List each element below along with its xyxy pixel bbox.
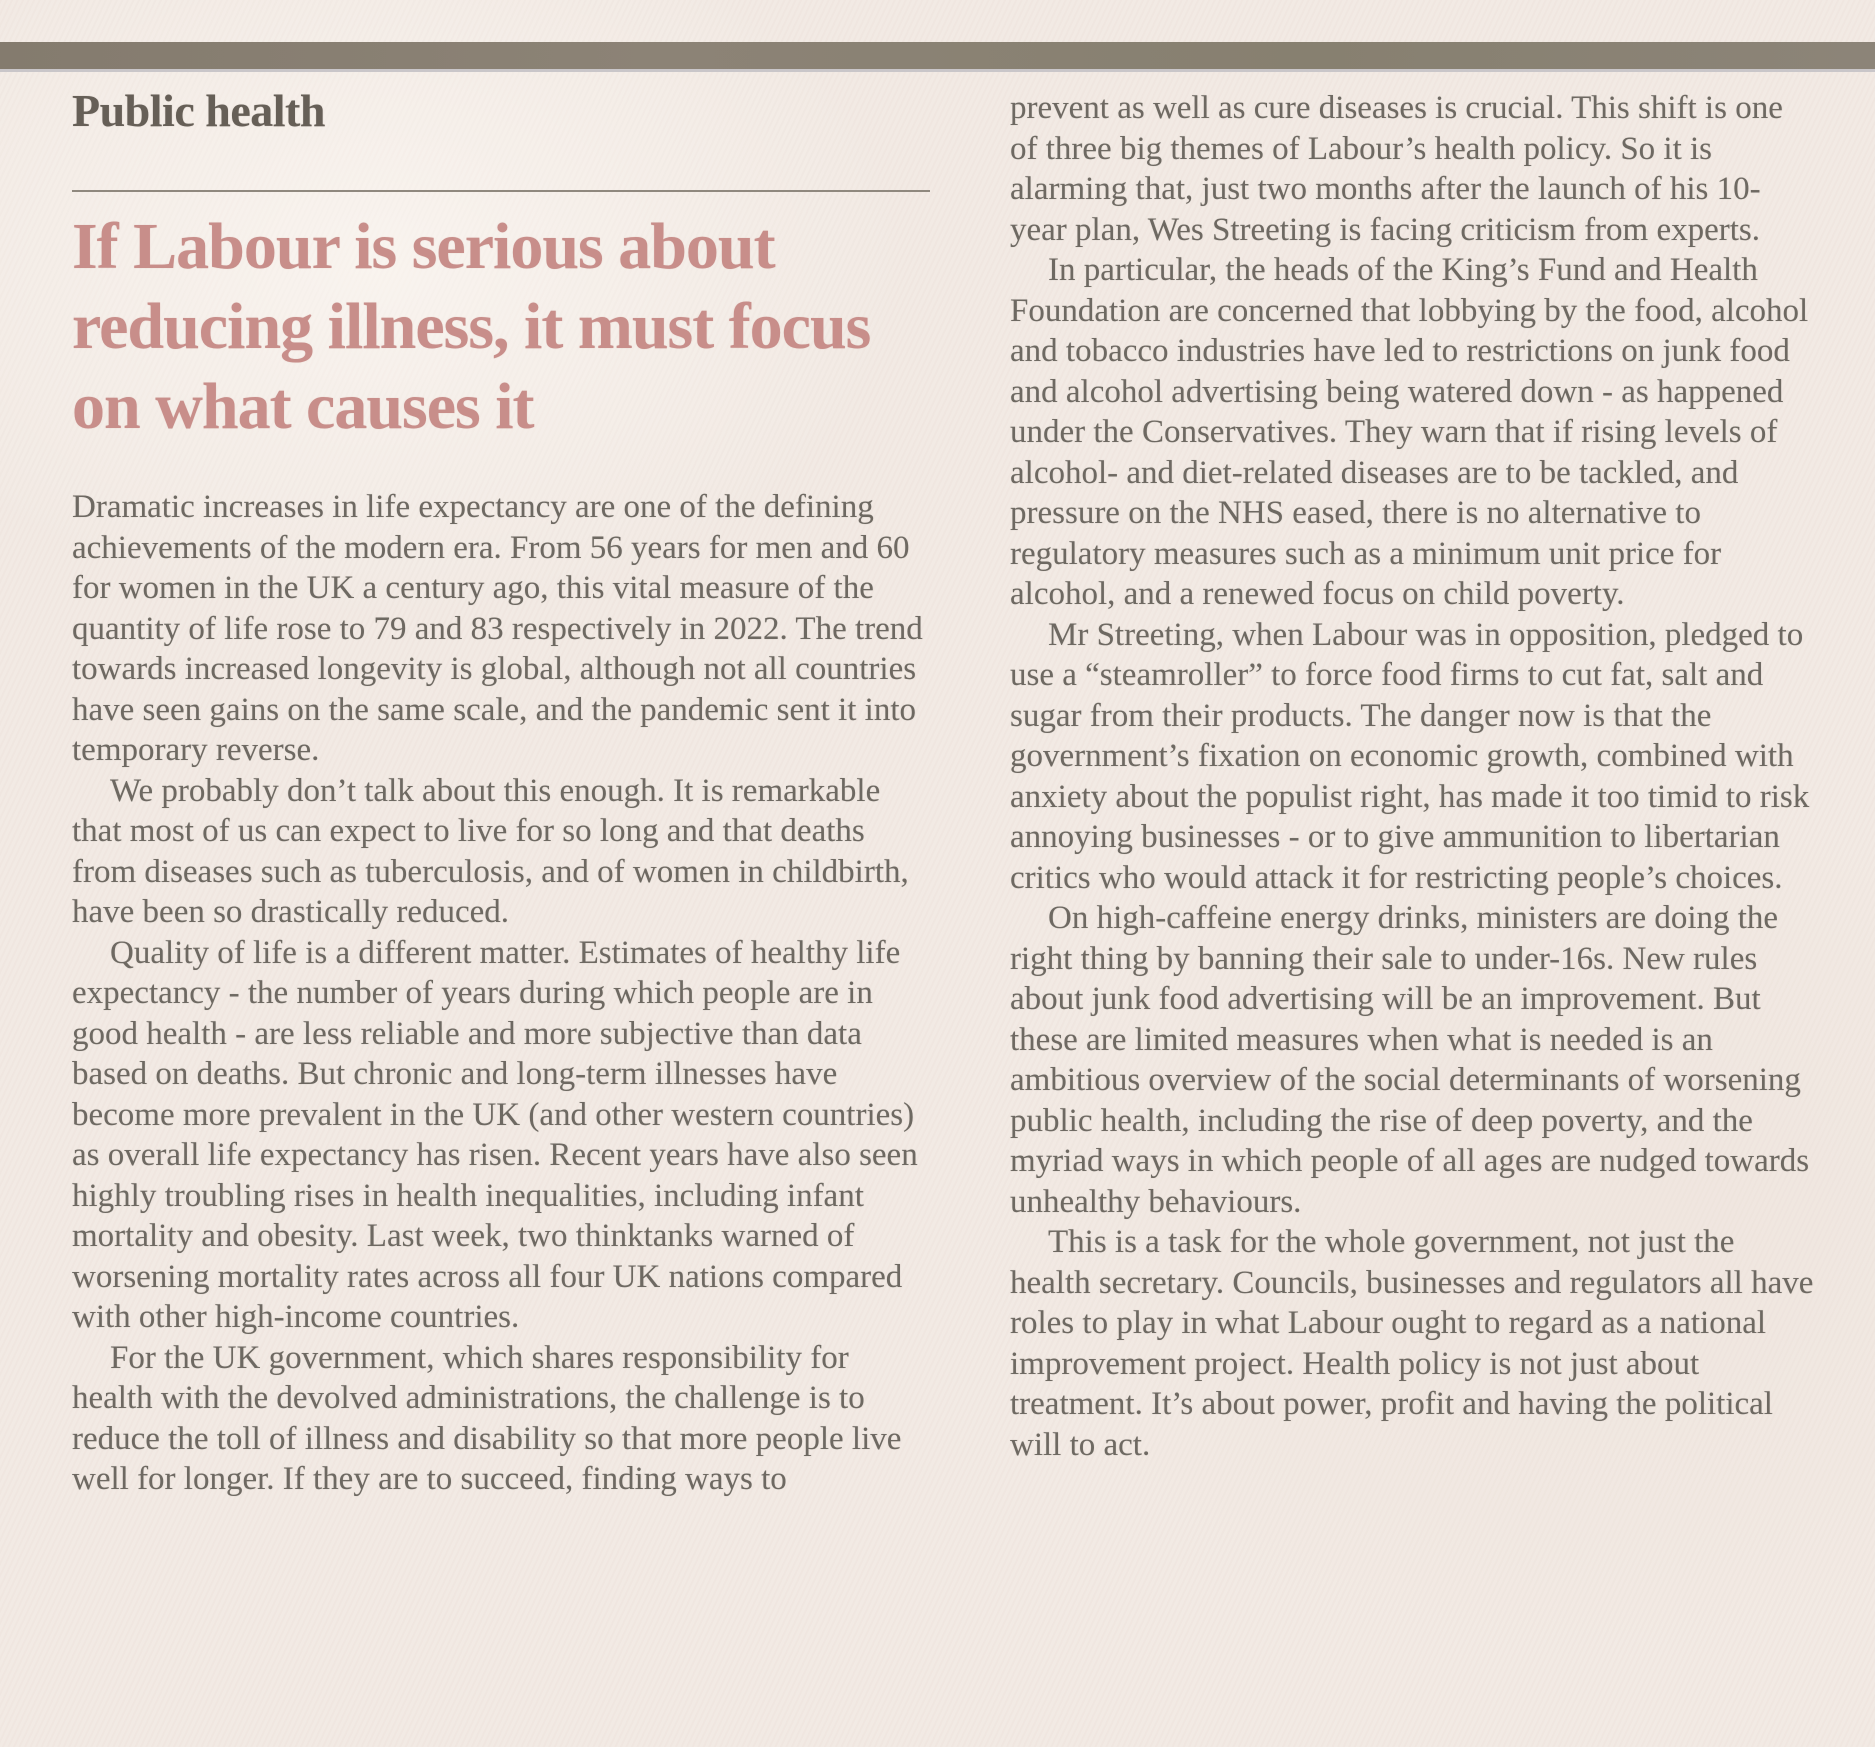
paragraph: For the UK government, which shares responsibility for health with the devolved administrations, the challenge is to reduce the toll of illness and disability so that more people live well for longer. If they are to succeed, finding ways to	[72, 1339, 902, 1497]
paragraph: Mr Streeting, when Labour was in opposition, pledged to use a “steamroller” to force food firms to cut fat, salt and sugar from their products. The danger now is that the government’s fixation on economic growth, combined with anxiety about the populist right, has made it too timid to risk annoying businesses - or to give ammunition to libertarian critics who would attack it for restricting people’s choices.	[1010, 616, 1810, 896]
column-left-paragraphs	[72, 487, 930, 1500]
paragraph: On high-caffeine energy drinks, ministers are doing the right thing by banning their sale to under-16s. New rules about junk food advertising will be an improvement. But these are limited measures when what is needed is an ambitious overview of the social determinants of worsening public health, including the rise of deep poverty, and the myriad ways in which people of all ages are nudged towards unhealthy behaviours.	[1010, 900, 1810, 1220]
paragraph: In particular, the heads of the King’s Fund and Health Foundation are concerned that lobbying by the food, alcohol and tobacco industries have led to restrictions on junk food and alcohol advertising being watered down - as happened under the Conservatives. They warn that if rising levels of alcohol- and diet-related diseases are to be tackled, and pressure on the NHS eased, there is no alternative to regulatory measures such as a minimum unit price for alcohol, and a renewed focus on child poverty.	[1010, 252, 1809, 612]
column-right	[1010, 69, 1816, 1500]
headline: If Labour is serious about reducing illness, it must focus on what causes it	[72, 210, 871, 443]
page-top-rule	[0, 42, 1875, 72]
paragraph: This is a task for the whole government, not just the health secretary. Councils, businesses and regulators all have roles to play in what Labour ought to regard as a national improvement project. Health policy is not just about treatment. It’s about power, profit and having the political will to act.	[1010, 1224, 1814, 1463]
section-kicker: Public health	[72, 85, 325, 136]
paragraph: We probably don’t talk about this enough. It is remarkable that most of us can expect to live for so long and that deaths from diseases such as tuberculosis, and of women in childbirth, have been so drastically reduced.	[72, 772, 909, 930]
column-left	[72, 69, 930, 1500]
article	[72, 69, 1816, 1500]
paragraph: prevent as well as cure diseases is crucial. This shift is one of three big themes of Labour’s health policy. So it is alarming that, just two months after the launch of his 10-year plan, Wes Streeting is facing criticism from experts.	[1010, 90, 1783, 248]
paragraph: Quality of life is a different matter. Estimates of healthy life expectancy - the number of years during which people are in good health - are less reliable and more subjective than data based on deaths. But chronic and long-term illnesses have become more prevalent in the UK (and other western countries) as overall life expectancy has risen. Recent years have also seen highly troubling rises in health inequalities, including infant mortality and obesity. Last week, two thinktanks warned of worsening mortality rates across all four UK nations compared with other high-income countries.	[72, 934, 918, 1335]
column-right-paragraphs	[1010, 88, 1816, 1465]
headline-divider	[72, 190, 930, 192]
paragraph: Dramatic increases in life expectancy are one of the defining achievements of the modern era. From 56 years for men and 60 for women in the UK a century ago, this vital measure of the quantity of life rose to 79 and 83 respectively in 2022. The trend towards increased longevity is global, although not all countries have seen gains on the same scale, and the pandemic sent it into temporary reverse.	[72, 489, 923, 768]
